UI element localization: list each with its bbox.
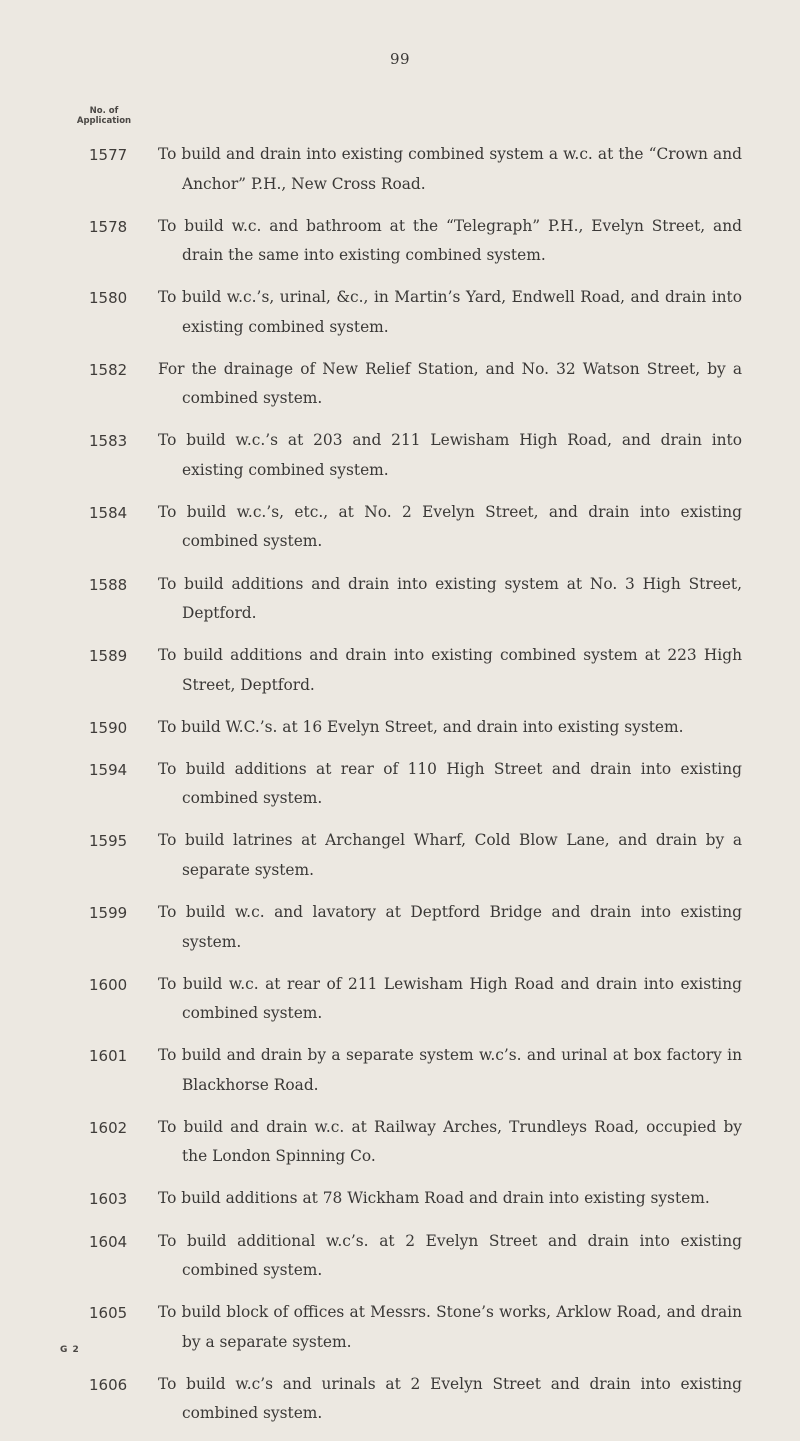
list-item bbox=[0, 1227, 800, 1286]
application-description: To build and drain into existing combined system a w.c. at the “Crown and Anchor” P.H., New Cross Road. bbox=[158, 145, 742, 193]
application-number: 1602 bbox=[89, 1118, 128, 1137]
application-number: 1606 bbox=[89, 1375, 128, 1394]
list-item bbox=[0, 212, 800, 271]
list-item bbox=[0, 426, 800, 485]
application-description: To build w.c. at rear of 211 Lewisham High Road and drain into existing combined system. bbox=[158, 974, 742, 1023]
application-description: To build additions at 78 Wickham Road and drain into existing system. bbox=[158, 1189, 710, 1208]
application-number: 1582 bbox=[89, 360, 128, 379]
list-item bbox=[0, 755, 800, 814]
list-item bbox=[0, 641, 800, 700]
application-description: To build w.c.’s, etc., at No. 2 Evelyn Street, and drain into existing combined system. bbox=[158, 502, 742, 551]
application-description: To build additions and drain into existing combined system at 223 High Street, Deptford. bbox=[158, 646, 742, 694]
application-number: 1601 bbox=[89, 1047, 128, 1066]
application-description: To build w.c’s and urinals at 2 Evelyn Street and drain into existing combined system. bbox=[158, 1374, 742, 1423]
application-description: To build w.c. and lavatory at Deptford Bridge and drain into existing system. bbox=[158, 903, 742, 951]
application-number: 1580 bbox=[89, 289, 128, 308]
signature-mark: G 2 bbox=[60, 1345, 80, 1355]
application-description: To build and drain w.c. at Railway Arches, Trundleys Road, occupied by the London Spinning Co. bbox=[158, 1117, 742, 1166]
application-number: 1584 bbox=[89, 503, 128, 522]
page-number: 99 bbox=[389, 50, 411, 68]
application-description: To build w.c.’s, urinal, &c., in Martin’s Yard, Endwell Road, and drain into existing combined system. bbox=[158, 288, 742, 336]
list-item bbox=[0, 1370, 800, 1429]
application-number: 1600 bbox=[89, 975, 128, 994]
application-description: For the drainage of New Relief Station, and No. 32 Watson Street, by a combined system. bbox=[158, 359, 742, 408]
list-item bbox=[0, 826, 800, 885]
list-item bbox=[0, 283, 800, 342]
application-description: To build additional w.c’s. at 2 Evelyn Street and drain into existing combined system. bbox=[158, 1231, 742, 1279]
application-number: 1577 bbox=[89, 146, 128, 164]
application-number: 1590 bbox=[89, 718, 128, 737]
application-description: To build w.c.’s at 203 and 211 Lewisham High Road, and drain into existing combined system. bbox=[158, 431, 742, 479]
application-number: 1603 bbox=[89, 1190, 128, 1209]
list-item bbox=[0, 140, 800, 199]
application-number: 1595 bbox=[89, 832, 128, 851]
application-description: To build W.C.’s. at 16 Evelyn Street, and drain into existing system. bbox=[158, 717, 684, 736]
application-number: 1599 bbox=[89, 904, 128, 923]
application-number: 1594 bbox=[89, 760, 128, 779]
application-description: To build latrines at Archangel Wharf, Cold Blow Lane, and drain by a separate system. bbox=[158, 831, 742, 879]
application-description: To build and drain by a separate system w.c’s. and urinal at box factory in Blackhorse Road. bbox=[158, 1046, 742, 1094]
list-item bbox=[0, 1041, 800, 1100]
application-number: 1589 bbox=[89, 647, 128, 666]
list-item bbox=[0, 1113, 800, 1172]
application-description: To build additions at rear of 110 High Street and drain into existing combined system. bbox=[158, 759, 742, 808]
application-description: To build additions and drain into existing system at No. 3 High Street, Deptford. bbox=[158, 574, 742, 623]
list-item bbox=[0, 713, 800, 743]
list-item bbox=[0, 970, 800, 1029]
application-number: 1605 bbox=[89, 1304, 128, 1323]
list-item bbox=[0, 570, 800, 629]
list-item bbox=[0, 1184, 800, 1214]
application-description: To build w.c. and bathroom at the “Telegraph” P.H., Evelyn Street, and drain the same into existing combined system. bbox=[158, 216, 742, 265]
list-item bbox=[0, 355, 800, 414]
application-number: 1604 bbox=[89, 1232, 128, 1251]
list-item bbox=[0, 1298, 800, 1357]
application-description: To build block of offices at Messrs. Stone’s works, Arklow Road, and drain by a separate system. bbox=[158, 1303, 742, 1351]
list-item bbox=[0, 498, 800, 557]
application-number: 1578 bbox=[89, 217, 128, 236]
application-number: 1583 bbox=[89, 432, 128, 451]
application-number: 1588 bbox=[89, 575, 128, 594]
application-list bbox=[0, 140, 800, 1441]
list-item bbox=[0, 898, 800, 957]
column-header: No. of Application bbox=[76, 106, 132, 126]
